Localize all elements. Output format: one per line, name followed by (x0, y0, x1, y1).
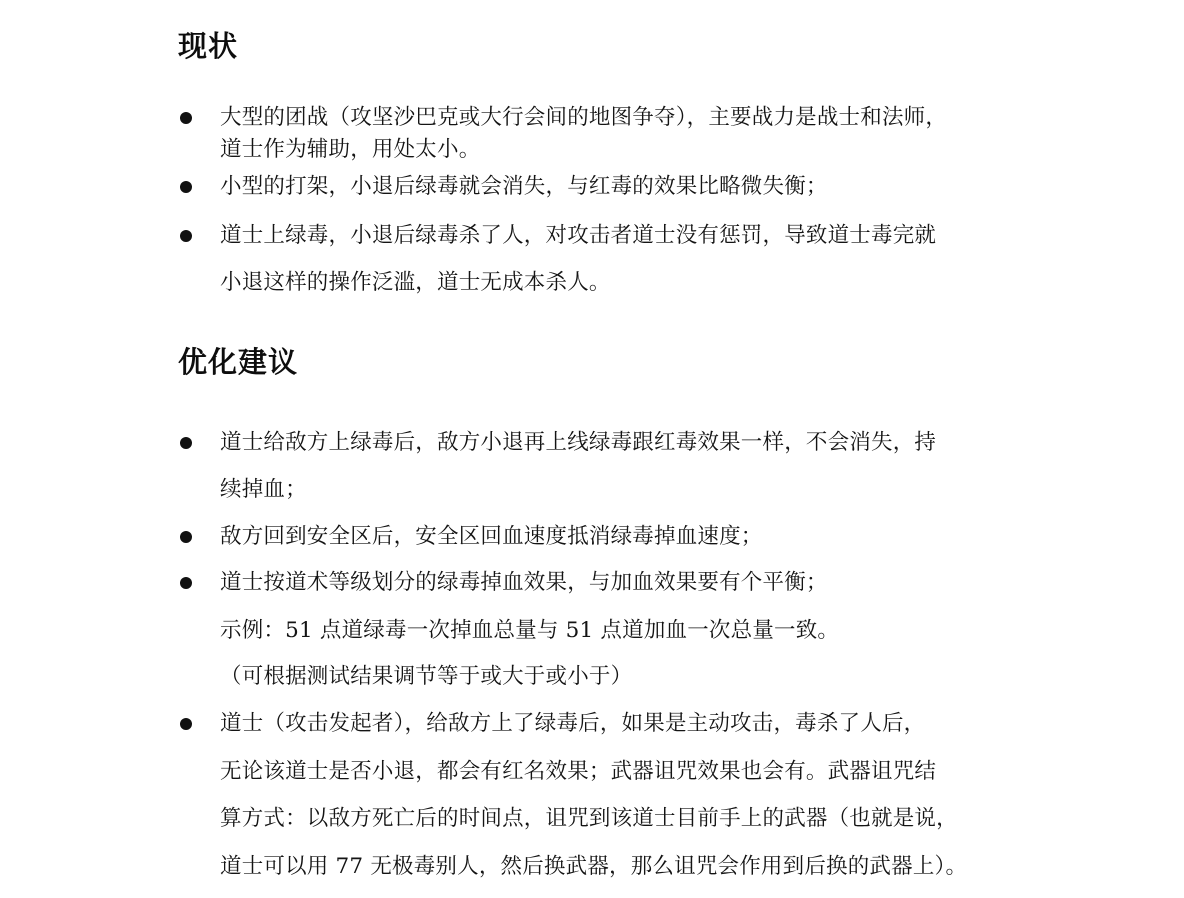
list-item-line: 续掉血； (220, 477, 307, 502)
bullet-icon (180, 437, 192, 449)
bullet-icon (180, 577, 192, 589)
list-item-line: 示例：51 点道绿毒一次掉血总量与 51 点道加血一次总量一致。 (220, 618, 840, 643)
list-item-line: 小型的打架，小退后绿毒就会消失，与红毒的效果比略微失衡； (220, 174, 828, 199)
list-item-line: 算方式：以敌方死亡后的时间点，诅咒到该道士目前手上的武器（也就是说， (220, 806, 958, 831)
list-item-line: （可根据测试结果调节等于或大于或小于） (220, 664, 633, 689)
bullet-icon (180, 112, 192, 124)
list-item-line: 大型的团战（攻坚沙巴克或大行会间的地图争夺），主要战力是战士和法师， (220, 105, 948, 130)
section-heading-status: 现状 (178, 29, 239, 63)
bullet-icon (180, 181, 192, 193)
list-item-line: 道士（攻击发起者），给敌方上了绿毒后，如果是主动攻击，毒杀了人后， (220, 711, 926, 736)
list-item-line: 道士按道术等级划分的绿毒掉血效果，与加血效果要有个平衡； (220, 570, 828, 595)
bullet-icon (180, 531, 192, 543)
list-item-line: 道士作为辅助，用处太小。 (220, 137, 481, 162)
list-item-line: 无论该道士是否小退，都会有红名效果；武器诅咒效果也会有。武器诅咒结 (220, 759, 937, 784)
list-item-line: 小退这样的操作泛滥，道士无成本杀人。 (220, 270, 611, 295)
section-heading-suggestions: 优化建议 (178, 345, 299, 379)
bullet-icon (180, 718, 192, 730)
list-item-line: 道士给敌方上绿毒后，敌方小退再上线绿毒跟红毒效果一样，不会消失，持 (220, 430, 937, 455)
list-item-line: 道士上绿毒，小退后绿毒杀了人，对攻击者道士没有惩罚，导致道士毒完就 (220, 223, 937, 248)
list-item-line: 敌方回到安全区后，安全区回血速度抵消绿毒掉血速度； (220, 524, 763, 549)
list-item-line: 道士可以用 77 无极毒别人，然后换武器，那么诅咒会作用到后换的武器上）。 (220, 854, 968, 879)
bullet-icon (180, 230, 192, 242)
